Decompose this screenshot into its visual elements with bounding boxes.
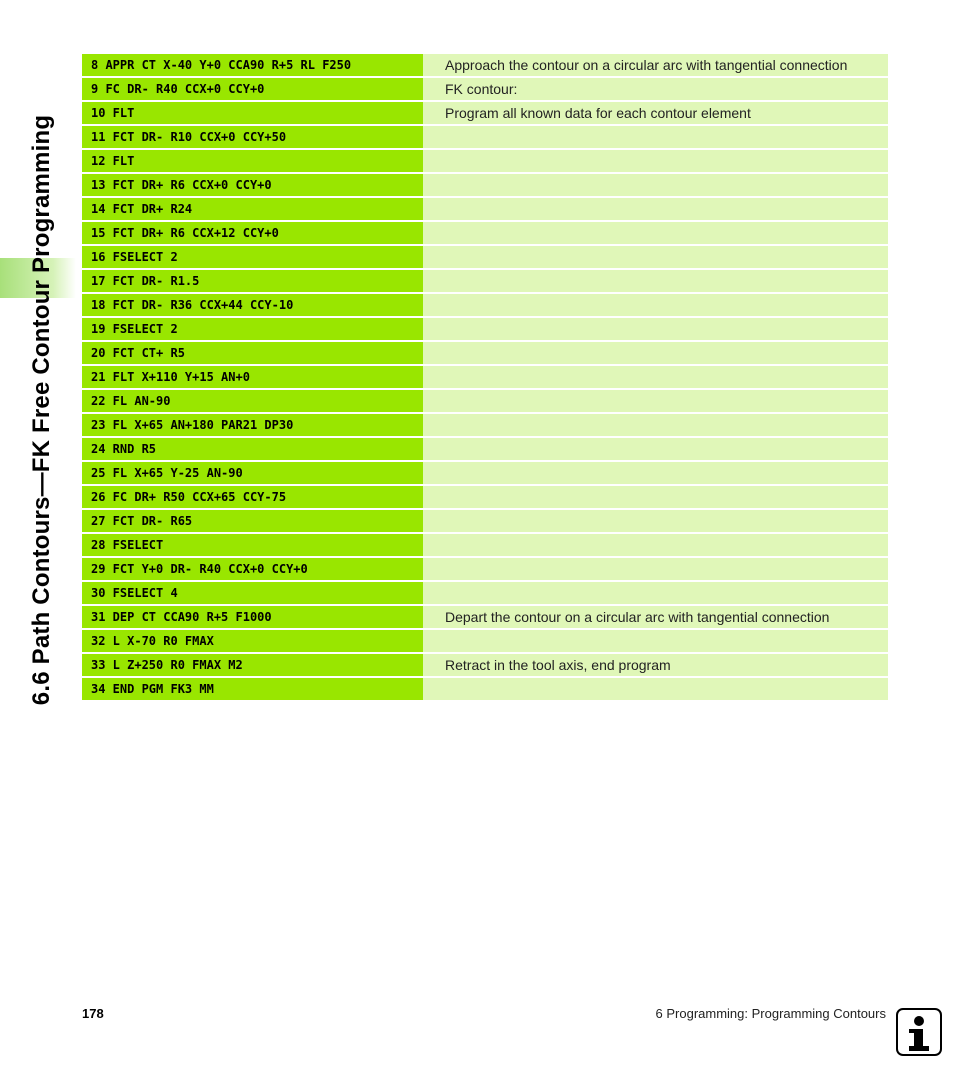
nc-block-description: FK contour: xyxy=(423,78,888,100)
table-row xyxy=(82,174,888,196)
nc-block-description xyxy=(423,438,888,460)
info-icon xyxy=(896,1008,942,1056)
nc-block-code: 18 FCT DR- R36 CCX+44 CCY-10 xyxy=(82,294,423,316)
info-icon-dot xyxy=(914,1016,924,1026)
table-row xyxy=(82,102,888,124)
table-row xyxy=(82,630,888,652)
nc-block-code: 13 FCT DR+ R6 CCX+0 CCY+0 xyxy=(82,174,423,196)
nc-block-description: Depart the contour on a circular arc with tangential connection xyxy=(423,606,888,628)
table-row xyxy=(82,678,888,700)
page-number: 178 xyxy=(82,1006,104,1021)
nc-block-description xyxy=(423,678,888,700)
nc-block-code: 14 FCT DR+ R24 xyxy=(82,198,423,220)
table-row xyxy=(82,270,888,292)
nc-block-code: 31 DEP CT CCA90 R+5 F1000 xyxy=(82,606,423,628)
nc-block-description xyxy=(423,198,888,220)
nc-block-code: 27 FCT DR- R65 xyxy=(82,510,423,532)
nc-block-description xyxy=(423,558,888,580)
table-row xyxy=(82,582,888,604)
nc-block-description xyxy=(423,390,888,412)
section-title-vertical xyxy=(0,50,76,706)
nc-block-code: 29 FCT Y+0 DR- R40 CCX+0 CCY+0 xyxy=(82,558,423,580)
nc-block-description xyxy=(423,318,888,340)
table-row xyxy=(82,606,888,628)
nc-block-code: 9 FC DR- R40 CCX+0 CCY+0 xyxy=(82,78,423,100)
nc-block-description: Program all known data for each contour element xyxy=(423,102,888,124)
table-row xyxy=(82,126,888,148)
nc-block-code: 23 FL X+65 AN+180 PAR21 DP30 xyxy=(82,414,423,436)
nc-block-description: Approach the contour on a circular arc with tangential connection xyxy=(423,54,888,76)
table-row xyxy=(82,318,888,340)
nc-block-code: 25 FL X+65 Y-25 AN-90 xyxy=(82,462,423,484)
table-row xyxy=(82,246,888,268)
table-row xyxy=(82,486,888,508)
table-row xyxy=(82,510,888,532)
nc-block-description xyxy=(423,294,888,316)
nc-block-code: 34 END PGM FK3 MM xyxy=(82,678,423,700)
nc-block-description xyxy=(423,246,888,268)
nc-block-description xyxy=(423,414,888,436)
table-row xyxy=(82,438,888,460)
nc-block-code: 33 L Z+250 R0 FMAX M2 xyxy=(82,654,423,676)
table-row xyxy=(82,54,888,76)
nc-block-description xyxy=(423,174,888,196)
nc-block-code: 10 FLT xyxy=(82,102,423,124)
section-title: 6.6 Path Contours—FK Free Contour Programming xyxy=(28,114,55,706)
nc-block-code: 21 FLT X+110 Y+15 AN+0 xyxy=(82,366,423,388)
nc-block-code: 19 FSELECT 2 xyxy=(82,318,423,340)
nc-block-description xyxy=(423,270,888,292)
nc-block-description xyxy=(423,582,888,604)
nc-block-description xyxy=(423,342,888,364)
nc-block-description xyxy=(423,150,888,172)
nc-block-code: 15 FCT DR+ R6 CCX+12 CCY+0 xyxy=(82,222,423,244)
table-row xyxy=(82,366,888,388)
nc-block-code: 20 FCT CT+ R5 xyxy=(82,342,423,364)
nc-block-code: 30 FSELECT 4 xyxy=(82,582,423,604)
table-row xyxy=(82,534,888,556)
nc-block-description xyxy=(423,126,888,148)
nc-block-code: 17 FCT DR- R1.5 xyxy=(82,270,423,292)
nc-block-description xyxy=(423,486,888,508)
nc-block-code: 11 FCT DR- R10 CCX+0 CCY+50 xyxy=(82,126,423,148)
program-listing-table xyxy=(82,54,888,702)
table-row xyxy=(82,294,888,316)
nc-block-code: 8 APPR CT X-40 Y+0 CCA90 R+5 RL F250 xyxy=(82,54,423,76)
table-row xyxy=(82,462,888,484)
nc-block-code: 28 FSELECT xyxy=(82,534,423,556)
table-row xyxy=(82,222,888,244)
table-row xyxy=(82,654,888,676)
nc-block-description xyxy=(423,462,888,484)
nc-block-code: 32 L X-70 R0 FMAX xyxy=(82,630,423,652)
nc-block-code: 24 RND R5 xyxy=(82,438,423,460)
nc-block-code: 26 FC DR+ R50 CCX+65 CCY-75 xyxy=(82,486,423,508)
table-row xyxy=(82,150,888,172)
table-row xyxy=(82,198,888,220)
table-row xyxy=(82,414,888,436)
nc-block-description xyxy=(423,366,888,388)
chapter-title: 6 Programming: Programming Contours xyxy=(655,1006,886,1021)
nc-block-description xyxy=(423,630,888,652)
info-icon-base xyxy=(909,1046,929,1051)
nc-block-code: 16 FSELECT 2 xyxy=(82,246,423,268)
table-row xyxy=(82,558,888,580)
nc-block-description xyxy=(423,534,888,556)
nc-block-code: 22 FL AN-90 xyxy=(82,390,423,412)
table-row xyxy=(82,342,888,364)
table-row xyxy=(82,78,888,100)
nc-block-description: Retract in the tool axis, end program xyxy=(423,654,888,676)
nc-block-code: 12 FLT xyxy=(82,150,423,172)
nc-block-description xyxy=(423,510,888,532)
nc-block-description xyxy=(423,222,888,244)
table-row xyxy=(82,390,888,412)
